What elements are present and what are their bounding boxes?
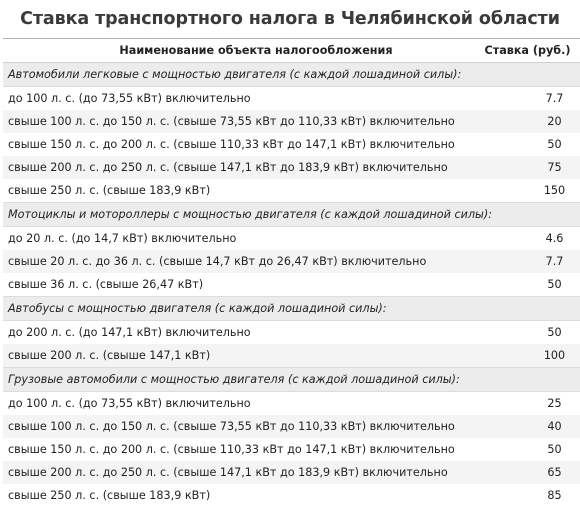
object-name-cell: свыше 250 л. с. (свыше 183,9 кВт) — [8, 489, 211, 502]
rate-value-cell: 75 — [469, 156, 580, 179]
section-label: Автобусы с мощностью двигателя (с каждой лошадиной силы): — [3, 297, 580, 321]
rate-value-cell: 50 — [547, 443, 562, 456]
rate-value-cell: 7.7 — [469, 250, 580, 273]
object-name-cell: свыше 100 л. с. до 150 л. с. (свыше 73,55 кВт до 110,33 кВт) включительно — [3, 110, 469, 133]
table-row — [3, 110, 580, 133]
object-name-cell: до 200 л. с. (до 147,1 кВт) включительно — [8, 326, 251, 339]
table-row — [3, 321, 580, 345]
object-name-cell: свыше 200 л. с. до 250 л. с. (свыше 147,1 кВт до 183,9 кВт) включительно — [3, 156, 469, 179]
rate-value-cell: 40 — [469, 415, 580, 438]
section-label: Грузовые автомобили с мощностью двигателя (с каждой лошадиной силы): — [3, 368, 580, 392]
section-row — [3, 368, 580, 392]
rate-value-cell: 25 — [547, 397, 562, 410]
section-row — [3, 63, 580, 87]
section-row — [3, 203, 580, 227]
table-row — [3, 156, 580, 179]
table-row — [3, 392, 580, 416]
object-name-cell: свыше 200 л. с. (свыше 147,1 кВт) — [3, 344, 469, 368]
rate-value-cell: 100 — [469, 344, 580, 368]
rate-value-cell: 65 — [469, 461, 580, 484]
section-label: Мотоциклы и мотороллеры с мощностью двигателя (с каждой лошадиной силы): — [3, 203, 580, 227]
rate-value-cell: 20 — [469, 110, 580, 133]
object-name-cell: свыше 200 л. с. до 250 л. с. (свыше 147,1 кВт до 183,9 кВт) включительно — [3, 461, 469, 484]
section-label: Автомобили легковые с мощностью двигателя (с каждой лошадиной силы): — [3, 63, 580, 87]
rate-value-cell: 85 — [547, 489, 562, 502]
section-row — [3, 297, 580, 321]
table-row — [3, 133, 580, 156]
table-row — [3, 179, 580, 203]
rate-value-cell: 150 — [543, 184, 566, 197]
rate-value-cell: 7.7 — [545, 92, 564, 105]
table-row — [3, 227, 580, 251]
table-row — [3, 415, 580, 438]
object-name-cell: до 100 л. с. (до 73,55 кВт) включительно — [8, 92, 251, 105]
rate-value-cell: 50 — [547, 278, 562, 291]
table-row — [3, 250, 580, 273]
object-name-cell: до 20 л. с. (до 14,7 кВт) включительно — [8, 232, 237, 245]
table-row — [3, 273, 580, 297]
object-name-cell: до 100 л. с. (до 73,55 кВт) включительно — [8, 397, 251, 410]
table-row — [3, 461, 580, 484]
rate-value-cell: 50 — [547, 326, 562, 339]
column-header-rate: Ставка (руб.) — [469, 39, 580, 63]
table-header-row — [3, 39, 580, 63]
table-row — [3, 87, 580, 111]
object-name-cell: свыше 100 л. с. до 150 л. с. (свыше 73,55 кВт до 110,33 кВт) включительно — [3, 415, 469, 438]
page-title: Ставка транспортного налога в Челябинской области — [20, 9, 560, 29]
table-row — [3, 438, 580, 461]
object-name-cell: свыше 150 л. с. до 200 л. с. (свыше 110,33 кВт до 147,1 кВт) включительно — [8, 138, 455, 151]
table-body — [3, 39, 580, 508]
rate-value-cell: 4.6 — [545, 232, 564, 245]
column-header-name: Наименование объекта налогообложения — [3, 39, 469, 63]
table-row — [3, 484, 580, 507]
tax-rate-table — [3, 38, 580, 507]
table-row — [3, 344, 580, 368]
object-name-cell: свыше 250 л. с. (свыше 183,9 кВт) — [8, 184, 211, 197]
object-name-cell: свыше 36 л. с. (свыше 26,47 кВт) — [8, 278, 204, 291]
object-name-cell: свыше 150 л. с. до 200 л. с. (свыше 110,33 кВт до 147,1 кВт) включительно — [8, 443, 455, 456]
rate-value-cell: 50 — [547, 138, 562, 151]
object-name-cell: свыше 20 л. с. до 36 л. с. (свыше 14,7 кВт до 26,47 кВт) включительно — [3, 250, 469, 273]
